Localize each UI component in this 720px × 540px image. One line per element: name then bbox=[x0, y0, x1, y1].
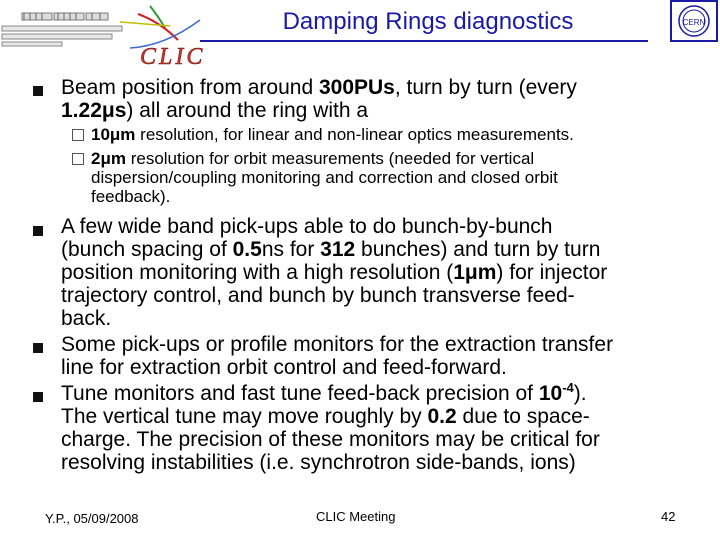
bullet-marker bbox=[33, 86, 43, 96]
cern-logo bbox=[669, 0, 719, 42]
bullet-marker bbox=[33, 226, 43, 236]
cern-logo-text: CERN bbox=[682, 18, 706, 27]
bullet-3-line-1: Some pick-ups or profile monitors for the extraction transfer bbox=[61, 333, 614, 356]
bullet-4-line-3: charge. The precision of these monitors may be critical for bbox=[61, 428, 600, 451]
sub-bullet-marker bbox=[72, 153, 84, 165]
subbullet-1-line-1: 10μm resolution, for linear and non-linear optics measurements. bbox=[91, 125, 574, 144]
bullet-2-line-2: (bunch spacing of 0.5ns for 312 bunches) and turn by turn bbox=[61, 238, 601, 261]
title-divider bbox=[200, 40, 648, 42]
bullet-2-line-1: A few wide band pick-ups able to do bunch-by-bunch bbox=[61, 215, 553, 238]
subbullet-2-line-2: dispersion/coupling monitoring and correction and closed orbit bbox=[91, 168, 558, 187]
clic-logo-text: CLIC bbox=[140, 44, 206, 70]
bullet-4-line-2: The vertical tune may move roughly by 0.2 due to space- bbox=[61, 405, 590, 428]
bullet-marker bbox=[33, 343, 43, 353]
bullet-4-line-1: Tune monitors and fast tune feed-back precision of $10^{-4}$). bbox=[61, 380, 587, 405]
bullet-2-line-3: position monitoring with a high resolution (1μm) for injector bbox=[61, 261, 608, 284]
slide-title: Damping Rings diagnostics bbox=[282, 8, 574, 35]
subbullet-2-line-1: 2μm resolution for orbit measurements (needed for vertical bbox=[91, 149, 535, 168]
bullet-2-line-5: back. bbox=[61, 307, 112, 330]
bullet-2-line-4: trajectory control, and bunch by bunch transverse feed- bbox=[61, 284, 575, 307]
footer-page-number: 42 bbox=[661, 509, 676, 524]
bullet-3-line-2: line for extraction orbit control and feed-forward. bbox=[61, 356, 507, 379]
clic-logo bbox=[0, 0, 225, 72]
bullet-1-line-1: Beam position from around 300PUs, turn by turn (every bbox=[61, 76, 577, 99]
bullet-4-line-4: resolving instabilities (i.e. synchrotron side-bands, ions) bbox=[61, 451, 576, 474]
sub-bullet-marker bbox=[72, 129, 84, 141]
bullet-marker bbox=[33, 392, 43, 402]
bullet-1-line-2: 1.22μs) all around the ring with a bbox=[61, 99, 369, 122]
footer-author-date: Y.P., 05/09/2008 bbox=[45, 511, 139, 526]
footer-meeting: CLIC Meeting bbox=[316, 509, 396, 524]
subbullet-2-line-3: feedback). bbox=[91, 187, 171, 206]
